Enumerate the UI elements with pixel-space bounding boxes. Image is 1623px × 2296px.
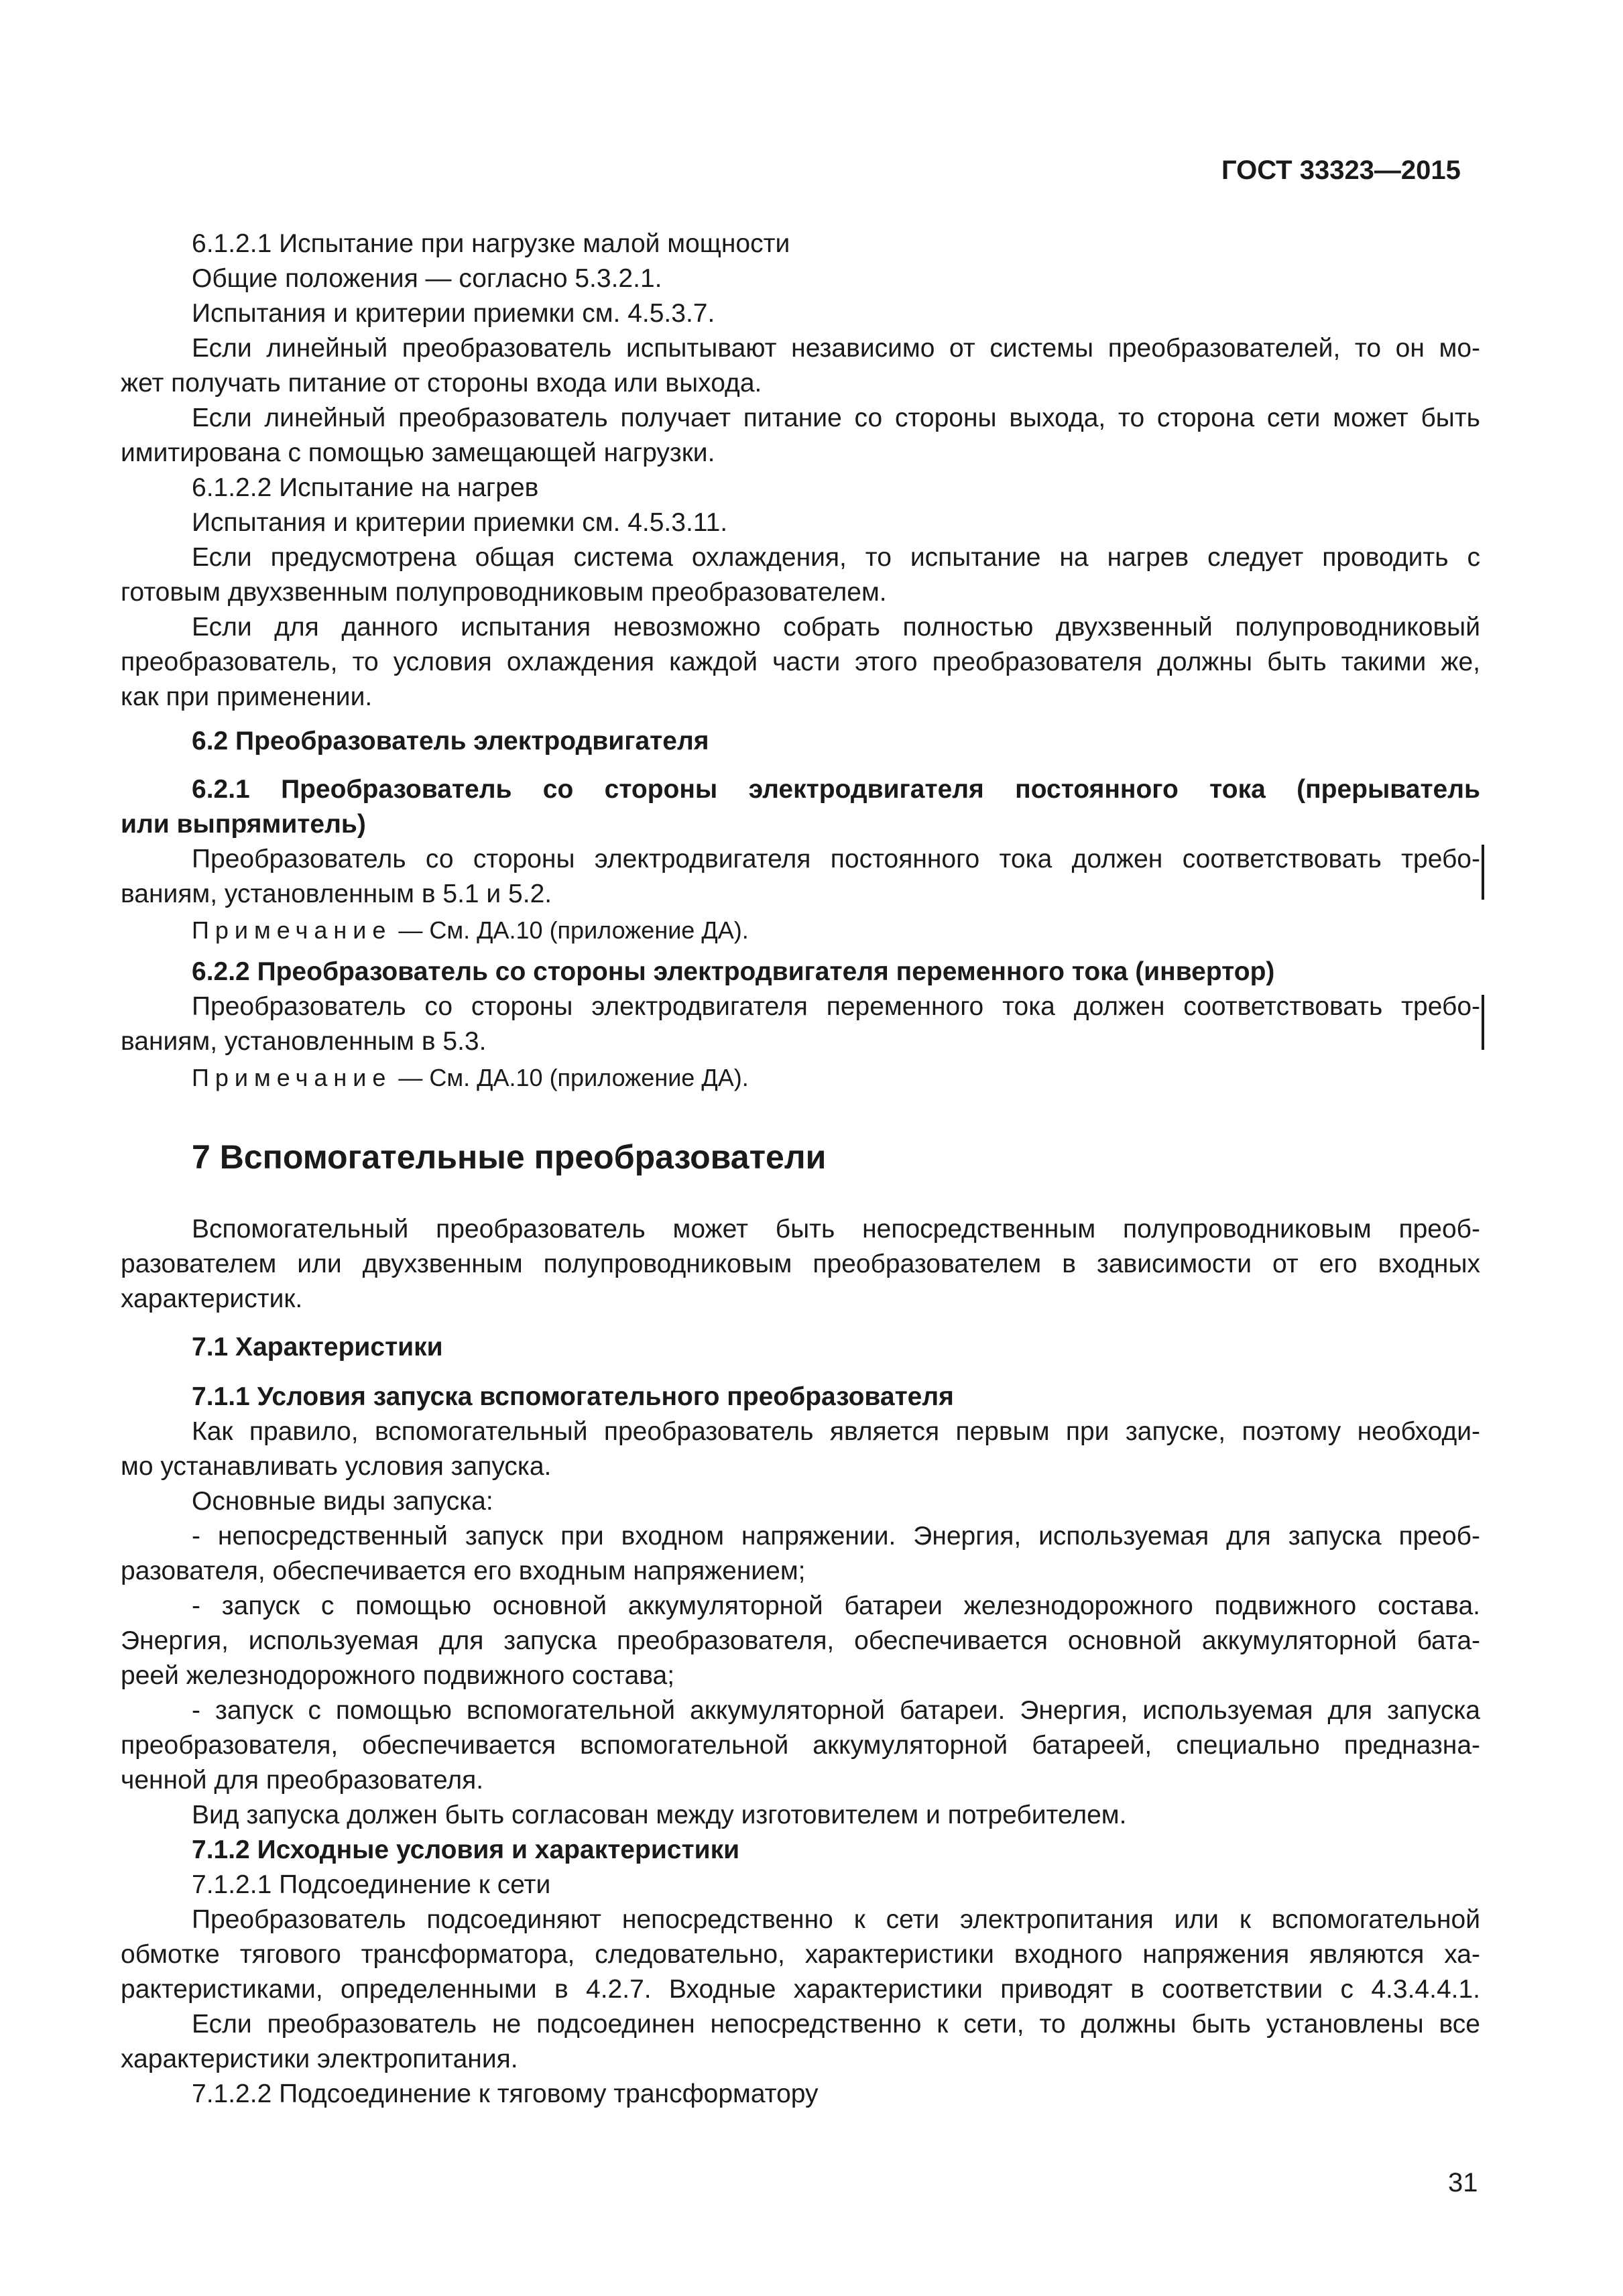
- text-line: 7.1.2.1 Подсоединение к сети: [192, 1870, 551, 1899]
- doc-code-header: ГОСТ 33323—2015: [1221, 156, 1461, 185]
- text-line: Преобразователь подсоединяют непосредственно к сети электропитания или к вспомогательной: [192, 1905, 1480, 1934]
- section-heading-7-1-2: 7.1.2 Исходные условия и характеристики: [192, 1835, 740, 1864]
- text-line: рактеристиками, определенными в 4.2.7. Входные характеристики приводят в соответствии с 4.3.4.4.1.: [121, 1975, 1480, 2004]
- text-line: Если преобразователь не подсоединен непосредственно к сети, то должны быть установлены все: [192, 2010, 1480, 2039]
- text-line: Общие положения — согласно 5.3.2.1.: [192, 264, 662, 293]
- text-line: жет получать питание от стороны входа или выхода.: [121, 369, 762, 398]
- section-heading-6-2-1-cont: или выпрямитель): [121, 810, 366, 839]
- text-line: разователя, обеспечивается его входным напряжением;: [121, 1557, 806, 1585]
- chapter-heading-7: 7 Вспомогательные преобразователи: [192, 1138, 827, 1176]
- text-line: Основные виды запуска:: [192, 1487, 493, 1516]
- list-item: - запуск с помощью вспомогательной аккумуляторной батареи. Энергия, используемая для запуска: [192, 1696, 1480, 1725]
- note-text: — См. ДА.10 (приложение ДА).: [392, 916, 749, 944]
- text-line: Если предусмотрена общая система охлаждения, то испытание на нагрев следует проводить с: [192, 543, 1480, 572]
- change-bar: [1482, 845, 1484, 900]
- note-label: Примечание: [192, 916, 392, 944]
- text-line: Энергия, используемая для запуска преобразователя, обеспечивается основной аккумуляторной бата-: [121, 1626, 1480, 1655]
- text-line: мо устанавливать условия запуска.: [121, 1452, 552, 1481]
- note-label: Примечание: [192, 1064, 392, 1091]
- text-line: Как правило, вспомогательный преобразователь является первым при запуске, поэтому необходи-: [192, 1417, 1480, 1446]
- text-line: ваниям, установленным в 5.3.: [121, 1027, 487, 1056]
- text-line: ваниям, установленным в 5.1 и 5.2.: [121, 880, 552, 908]
- note: [192, 913, 749, 948]
- note-text: — См. ДА.10 (приложение ДА).: [392, 1064, 749, 1091]
- text-line: характеристики электропитания.: [121, 2045, 518, 2073]
- list-item: - непосредственный запуск при входном напряжении. Энергия, используемая для запуска преоб-: [192, 1522, 1480, 1551]
- text-line: готовым двухзвенным полупроводниковым преобразователем.: [121, 578, 887, 607]
- note: [192, 1061, 749, 1095]
- text-line: преобразователя, обеспечивается вспомогательной аккумуляторной батареей, специально предназна-: [121, 1731, 1480, 1760]
- section-heading-6-2-1: 6.2.1 Преобразователь со стороны электродвигателя постоянного тока (прерыватель: [192, 775, 1480, 804]
- list-item: - запуск с помощью основной аккумуляторной батареи железнодорожного подвижного состава.: [192, 1591, 1480, 1620]
- text-line: разователем или двухзвенным полупроводниковым преобразователем в зависимости от его входных: [121, 1250, 1480, 1278]
- section-heading-7-1: 7.1 Характеристики: [192, 1333, 443, 1362]
- page-number: 31: [1448, 2168, 1478, 2197]
- text-line: как при применении.: [121, 682, 373, 711]
- text-line: реей железнодорожного подвижного состава;: [121, 1661, 675, 1690]
- section-heading-6-2: 6.2 Преобразователь электродвигателя: [192, 727, 709, 756]
- text-line: имитирована с помощью замещающей нагрузки.: [121, 438, 715, 467]
- text-line: Преобразователь со стороны электродвигателя постоянного тока должен соответствовать требо-: [192, 845, 1480, 873]
- text-line: 6.1.2.1 Испытание при нагрузке малой мощности: [192, 229, 790, 258]
- section-heading-7-1-1: 7.1.1 Условия запуска вспомогательного преобразователя: [192, 1382, 954, 1411]
- text-line: Испытания и критерии приемки см. 4.5.3.11.: [192, 508, 728, 537]
- text-line: Если для данного испытания невозможно собрать полностью двухзвенный полупроводниковый: [192, 613, 1480, 642]
- text-line: характеристик.: [121, 1284, 303, 1313]
- text-line: преобразователь, то условия охлаждения каждой части этого преобразователя должны быть такими же,: [121, 648, 1480, 676]
- text-line: ченной для преобразователя.: [121, 1766, 484, 1795]
- text-line: Преобразователь со стороны электродвигателя переменного тока должен соответствовать требо-: [192, 992, 1480, 1021]
- section-heading-6-2-2: 6.2.2 Преобразователь со стороны электродвигателя переменного тока (инвертор): [192, 957, 1275, 986]
- text-line: Если линейный преобразователь получает питание со стороны выхода, то сторона сети может быть: [192, 404, 1480, 432]
- text-line: Испытания и критерии приемки см. 4.5.3.7.: [192, 299, 715, 328]
- text-line: 6.1.2.2 Испытание на нагрев: [192, 473, 539, 502]
- text-line: 7.1.2.2 Подсоединение к тяговому трансформатору: [192, 2079, 819, 2108]
- text-line: Вид запуска должен быть согласован между изготовителем и потребителем.: [192, 1801, 1127, 1829]
- text-line: Вспомогательный преобразователь может быть непосредственным полупроводниковым преоб-: [192, 1215, 1480, 1244]
- text-line: Если линейный преобразователь испытывают независимо от системы преобразователей, то он мо-: [192, 334, 1480, 363]
- change-bar: [1482, 995, 1484, 1050]
- text-line: обмотке тягового трансформатора, следовательно, характеристики входного напряжения являются ха-: [121, 1940, 1480, 1969]
